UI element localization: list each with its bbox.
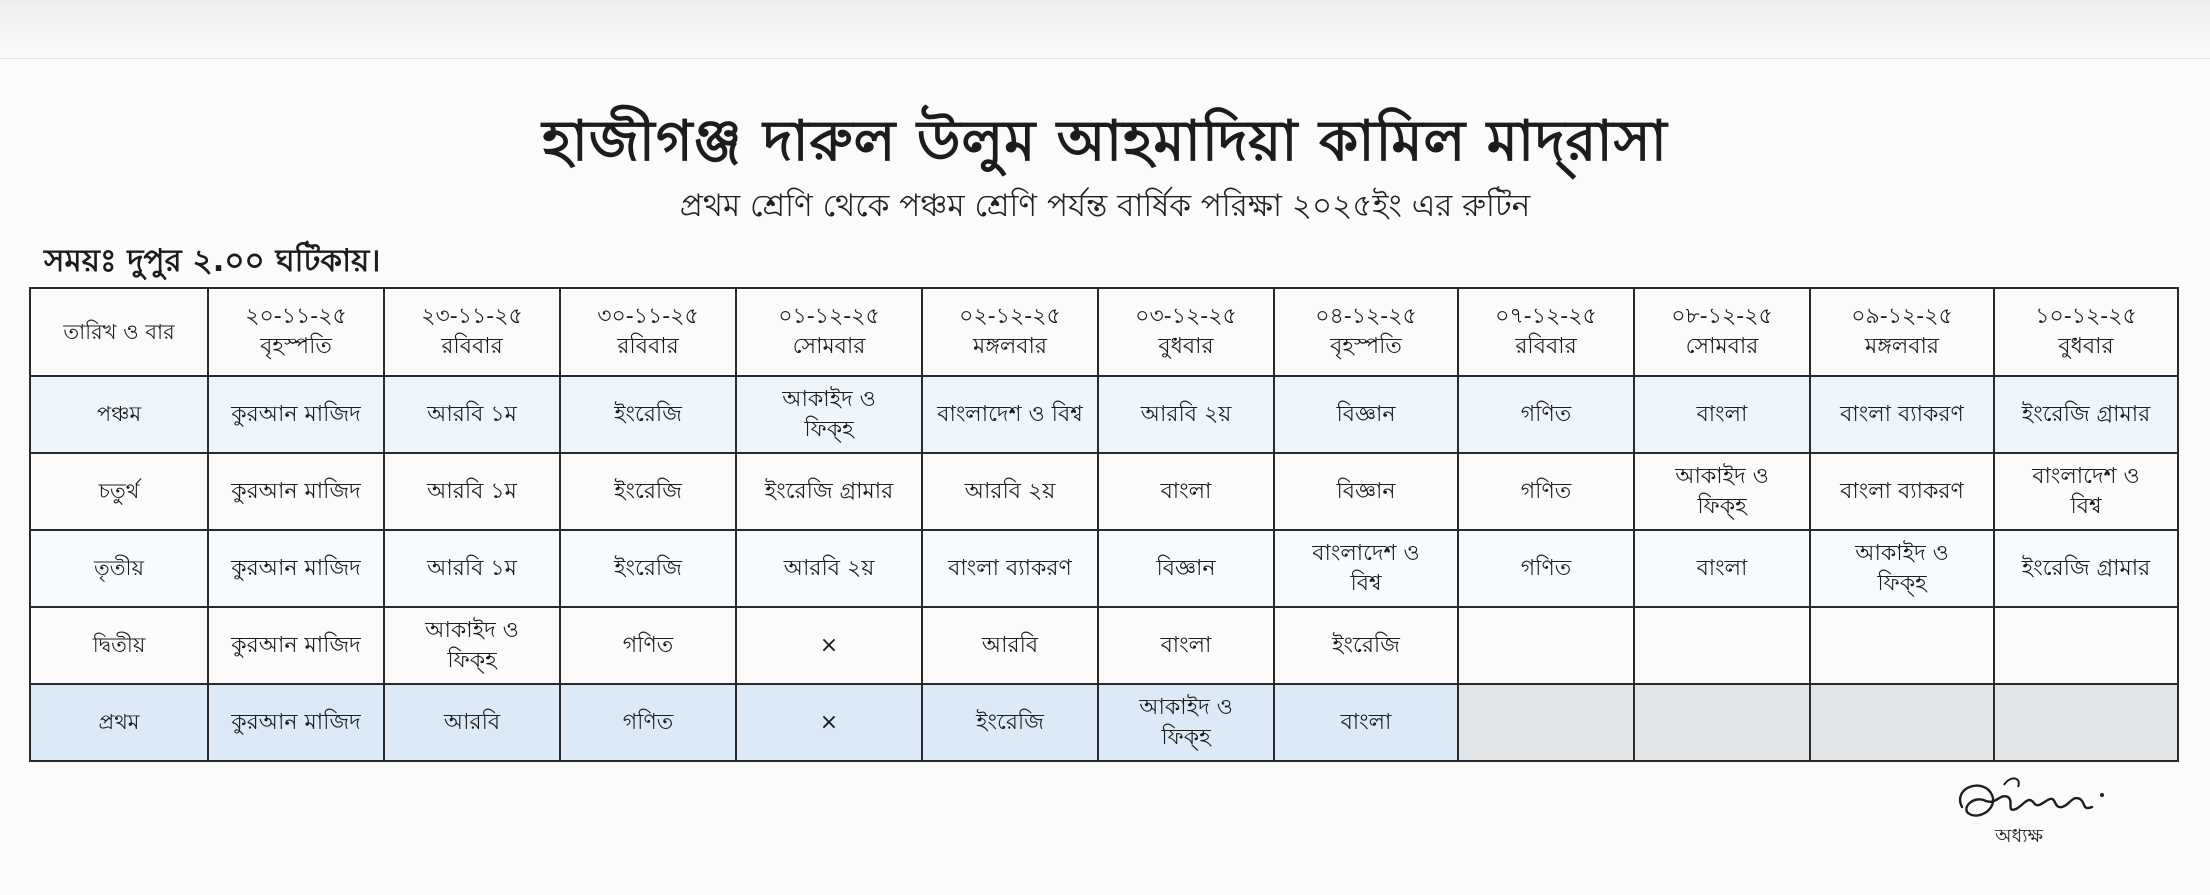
date-column-header [560,288,736,376]
subject-text: × [819,632,839,658]
subject-text: বিজ্ঞান [1336,478,1396,504]
exam-date: ২০-১১-২৫ [245,304,347,330]
subject-cell [736,684,922,761]
subject-cell [1098,684,1274,761]
class-name-cell: পঞ্চম [30,376,208,453]
subject-cell [384,376,560,453]
class-name-cell: প্রথম [30,684,208,761]
subject-cell [1634,530,1810,607]
subject-text: কুরআন মাজিদ [231,555,361,581]
subject-cell [560,453,736,530]
subject-cell [1458,530,1634,607]
subject-cell [1994,684,2178,761]
subject-text: বাংলা [1160,632,1212,658]
subject-cell [1274,684,1458,761]
subject-text: আরবি ১ম [427,401,517,427]
class-name-cell: চতুর্থ [30,453,208,530]
subject-cell [1274,376,1458,453]
subject-text: ফিক্‌হ [804,416,854,442]
class-name-cell: তৃতীয় [30,530,208,607]
subject-text: আরবি ১ম [427,478,517,504]
subject-text: গণিত [1520,401,1572,427]
subject-text: × [819,709,839,735]
subject-text: ফিক্‌হ [1877,570,1927,596]
table-header-row [30,288,2178,376]
subject-cell [922,607,1098,684]
exam-date: ০৯-১২-২৫ [1851,304,1953,330]
class-row [30,530,2178,607]
subject-text: বাংলা [1696,401,1748,427]
principal-designation: অধ্যক্ষ [1994,825,2043,847]
subject-cell [1458,684,1634,761]
subject-text: বিজ্ঞান [1336,401,1396,427]
date-column-header [922,288,1098,376]
subject-text: আরবি ২য় [783,555,875,581]
subject-cell [1274,607,1458,684]
exam-weekday: বৃহস্পতি [1330,334,1402,359]
subject-text: আরবি [981,632,1039,658]
date-column-header [1098,288,1274,376]
subject-text: ইংরেজি [1332,632,1400,658]
exam-weekday: মঙ্গলবার [1865,334,1939,359]
scan-top-edge [0,0,2210,59]
subject-text: বাংলা ব্যাকরণ [1840,478,1964,504]
subject-text: ইংরেজি গ্রামার [2021,401,2151,427]
subject-text: বাংলা [1160,478,1212,504]
routine-subtitle: প্রথম শ্রেণি থেকে পঞ্চম শ্রেণি পর্যন্ত বার্ষিক পরিক্ষা ২০২৫ইং এর রুটিন [679,188,1531,224]
exam-weekday: রবিবার [441,334,503,359]
subject-cell [384,530,560,607]
class-row [30,453,2178,530]
subject-cell [1994,607,2178,684]
date-column-header [384,288,560,376]
subject-cell [736,453,922,530]
subject-text: আরবি [443,709,501,735]
subject-cell [1634,684,1810,761]
subject-cell [1810,684,1994,761]
subject-text: ইংরেজি [614,478,682,504]
madrasa-title: হাজীগঞ্জ দারুল উলুম আহমাদিয়া কামিল মাদ্‌রাসা [542,109,1668,174]
exam-date: ০৩-১২-২৫ [1135,304,1237,330]
subject-text: গণিত [1520,478,1572,504]
subject-cell [1634,607,1810,684]
subject-cell [736,607,922,684]
subject-cell [1458,453,1634,530]
subject-cell [1994,376,2178,453]
subject-cell [560,530,736,607]
subject-text: আরবি ১ম [427,555,517,581]
subject-text: ইংরেজি [614,555,682,581]
exam-date: ১০-১২-২৫ [2035,304,2137,330]
exam-date: ০৮-১২-২৫ [1671,304,1773,330]
subject-cell [560,376,736,453]
exam-weekday: রবিবার [1515,334,1577,359]
exam-weekday: রবিবার [617,334,679,359]
subject-cell [208,684,384,761]
exam-weekday: সোমবার [792,334,866,359]
subject-text: ফিক্‌হ [1161,724,1211,750]
subject-text: গণিত [1520,555,1572,581]
subject-cell [384,607,560,684]
exam-date: ০৭-১২-২৫ [1495,304,1597,330]
subject-cell [208,607,384,684]
subject-cell [1994,530,2178,607]
subject-text: ফিক্‌হ [1697,493,1747,519]
subject-text: আরবি ২য় [1140,401,1232,427]
subject-text: আকাইদ ও [782,386,876,412]
date-day-corner-header: তারিখ ও বার [30,288,208,376]
subject-text: বাংলা [1340,709,1392,735]
subject-text: বাংলা ব্যাকরণ [1840,401,1964,427]
subject-cell [1810,607,1994,684]
subject-text: কুরআন মাজিদ [231,478,361,504]
subject-text: বাংলা [1696,555,1748,581]
subject-text: বিশ্ব [2070,493,2102,519]
subject-text: গণিত [622,709,674,735]
subject-cell [560,684,736,761]
subject-text: ফিক্‌হ [447,647,497,673]
class-row [30,684,2178,761]
exam-date: ০১-১২-২৫ [778,304,880,330]
subject-cell [1810,376,1994,453]
subject-text: আরবি ২য় [964,478,1056,504]
subject-text: ইংরেজি গ্রামার [2021,555,2151,581]
subject-cell [1634,453,1810,530]
subject-text: কুরআন মাজিদ [231,709,361,735]
subject-cell [560,607,736,684]
date-column-header [1810,288,1994,376]
exam-date: ৩০-১১-২৫ [597,304,699,330]
subject-cell [208,376,384,453]
subject-cell [1458,607,1634,684]
subject-cell [208,453,384,530]
subject-text: ইংরেজি গ্রামার [764,478,894,504]
date-column-header [736,288,922,376]
subject-text: বাংলাদেশ ও [1312,540,1420,566]
subject-text: আকাইদ ও [1675,463,1769,489]
subject-cell [1098,376,1274,453]
class-row [30,376,2178,453]
class-name-cell: দ্বিতীয় [30,607,208,684]
exam-date: ২৩-১১-২৫ [421,304,523,330]
subject-cell [922,376,1098,453]
subject-cell [1098,453,1274,530]
subject-cell [1274,530,1458,607]
subject-cell [922,530,1098,607]
subject-cell [1274,453,1458,530]
subject-text: বাংলাদেশ ও বিশ্ব [937,401,1083,427]
date-column-header [1274,288,1458,376]
exam-weekday: মঙ্গলবার [973,334,1047,359]
subject-cell [1634,376,1810,453]
exam-date: ০৪-১২-২৫ [1315,304,1417,330]
subject-cell [1458,376,1634,453]
subject-cell [1810,530,1994,607]
exam-weekday: সোমবার [1685,334,1759,359]
subject-cell [736,376,922,453]
subject-text: আকাইদ ও [425,617,519,643]
subject-text: বাংলাদেশ ও [2032,463,2140,489]
subject-cell [384,453,560,530]
exam-weekday: বুধবার [2058,334,2114,359]
subject-cell [1994,453,2178,530]
subject-text: কুরআন মাজিদ [231,401,361,427]
subject-cell [384,684,560,761]
subject-text: ইংরেজি [976,709,1044,735]
subject-cell [922,453,1098,530]
subject-cell [1098,607,1274,684]
date-column-header [1634,288,1810,376]
subject-cell [922,684,1098,761]
class-row [30,607,2178,684]
subject-text: ইংরেজি [614,401,682,427]
exam-time-note: সময়ঃ দুপুর ২.০০ ঘটিকায়। [44,243,381,279]
date-column-header [1994,288,2178,376]
subject-text: আকাইদ ও [1139,694,1233,720]
subject-cell [1098,530,1274,607]
exam-weekday: বৃহস্পতি [260,334,332,359]
subject-text: আকাইদ ও [1855,540,1949,566]
subject-cell [208,530,384,607]
subject-text: গণিত [622,632,674,658]
exam-date: ০২-১২-২৫ [959,304,1061,330]
subject-text: বিজ্ঞান [1156,555,1216,581]
subject-text: বাংলা ব্যাকরণ [948,555,1072,581]
exam-routine-table [29,287,2179,762]
subject-text: বিশ্ব [1350,570,1382,596]
date-column-header [208,288,384,376]
subject-cell [736,530,922,607]
date-column-header [1458,288,1634,376]
subject-text: কুরআন মাজিদ [231,632,361,658]
subject-cell [1810,453,1994,530]
exam-weekday: বুধবার [1158,334,1214,359]
